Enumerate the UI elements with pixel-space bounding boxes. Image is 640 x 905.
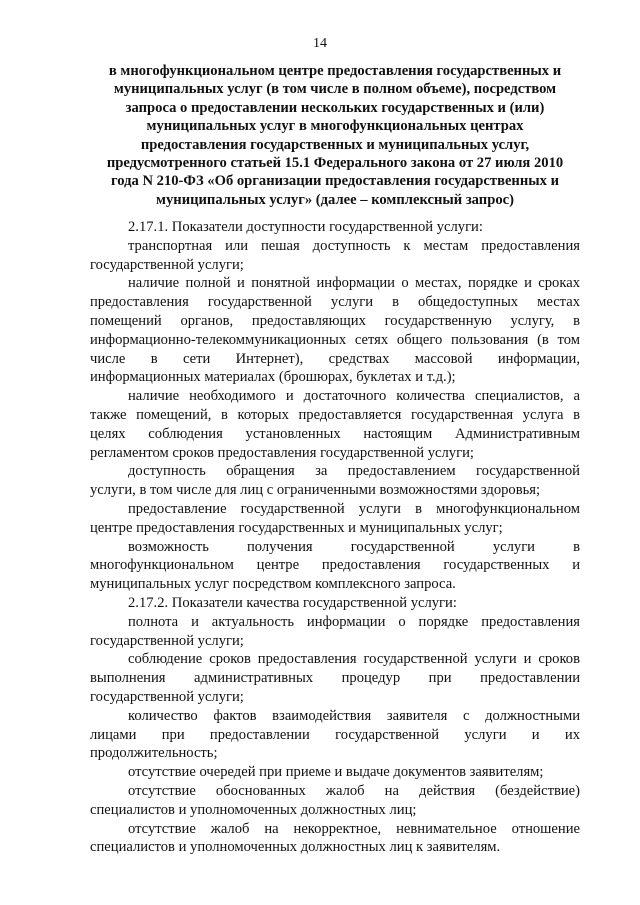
paragraph — [90, 387, 580, 462]
paragraph — [90, 763, 580, 782]
paragraph-line: государственной услуги; — [90, 256, 244, 273]
paragraph-line: количество фактов взаимодействия заявителя с должностными — [128, 707, 580, 724]
paragraph-line: возможность получения государственной услуги в — [128, 538, 580, 555]
paragraph-line: отсутствие обоснованных жалоб на действия (бездействие) — [128, 782, 580, 799]
paragraph-line: отсутствие жалоб на некорректное, невнимательное отношение — [128, 820, 580, 837]
paragraph-line: информационных материалах (брошюрах, буклетах и т.д.); — [90, 369, 456, 386]
paragraph-line: числе в сети Интернет), средствах массовой информации, — [90, 350, 580, 367]
paragraph-line: многофункциональном центре предоставления государственных и — [90, 557, 580, 574]
heading-line: муниципальных услуг» (далее – комплексный запрос) — [156, 191, 514, 208]
paragraph-line: специалистов и уполномоченных должностных лиц к заявителям. — [90, 839, 501, 856]
paragraph — [90, 237, 580, 275]
heading-line: предусмотренного статьей 15.1 Федерального закона от 27 июля 2010 — [106, 155, 564, 172]
paragraph-line: услуги, в том числе для лиц с ограниченными возможностями здоровья; — [90, 482, 541, 499]
paragraph-line: доступность обращения за предоставлением государственной — [128, 463, 580, 480]
paragraph-line: регламентом сроков предоставления государственной услуги; — [90, 444, 474, 461]
paragraph-line: лицами при предоставлении государственной услуги и их — [90, 726, 580, 743]
paragraph — [90, 782, 580, 820]
paragraph-line: муниципальных услуг посредством комплексного запроса. — [90, 576, 456, 593]
paragraph — [90, 538, 580, 594]
paragraph-line: также помещений, в которых предоставляется государственная услуга в — [90, 406, 580, 423]
heading-line: запроса о предоставлении нескольких государственных и (или) — [125, 99, 545, 116]
paragraph-line: наличие полной и понятной информации о местах, порядке и сроках — [128, 275, 580, 292]
heading-line: года N 210-ФЗ «Об организации предоставления государственных и — [111, 173, 559, 190]
paragraph-line: информационно-телекоммуникационных сетях общего пользования (в том — [90, 331, 580, 348]
paragraph-line: государственной услуги; — [90, 632, 244, 649]
paragraph-line: полнота и актуальность информации о порядке предоставления — [128, 613, 580, 630]
paragraph — [90, 820, 580, 858]
heading-line: предоставления государственных и муниципальных услуг, — [140, 136, 530, 153]
paragraph-line: целях соблюдения установленных настоящим Административным — [90, 425, 580, 442]
paragraph-line: государственной услуги; — [90, 688, 244, 705]
paragraph-line: наличие необходимого и достаточного количества специалистов, а — [128, 388, 580, 405]
paragraph — [90, 650, 580, 706]
section-heading — [90, 62, 580, 209]
paragraph — [90, 218, 580, 237]
paragraph-line: транспортная или пешая доступность к местам предоставления — [128, 237, 580, 254]
heading-line: муниципальных услуг в многофункциональных центрах — [146, 118, 524, 135]
paragraph — [90, 613, 580, 651]
heading-line: муниципальных услуг (в том числе в полном объеме), посредством — [113, 81, 557, 98]
paragraph-line: специалистов и уполномоченных должностных лиц; — [90, 801, 417, 818]
paragraph-line: выполнения административных процедур при предоставлении — [90, 670, 580, 687]
paragraph — [90, 500, 580, 538]
paragraph — [90, 707, 580, 763]
paragraph-line: продолжительность; — [90, 745, 218, 762]
paragraph-line: центре предоставления государственных и муниципальных услуг; — [90, 519, 503, 536]
paragraph-line: 2.17.2. Показатели качества государственной услуги: — [128, 594, 457, 611]
paragraph-line: соблюдение сроков предоставления государственной услуги и сроков — [128, 651, 580, 668]
paragraph-line: предоставление государственной услуги в многофункциональном — [128, 500, 580, 517]
page-number: 14 — [313, 36, 327, 51]
paragraph — [90, 274, 580, 387]
heading-line: в многофункциональном центре предоставления государственных и — [108, 63, 562, 79]
paragraph-line: предоставления государственной услуги в общедоступных местах — [90, 294, 580, 311]
paragraph — [90, 462, 580, 500]
paragraph-line: помещений органов, предоставляющих государственную услугу, в — [90, 312, 580, 329]
document-body — [90, 218, 580, 857]
paragraph-line: 2.17.1. Показатели доступности государственной услуги: — [128, 219, 483, 235]
paragraph — [90, 594, 580, 613]
paragraph-line: отсутствие очередей при приеме и выдаче документов заявителям; — [128, 764, 544, 781]
